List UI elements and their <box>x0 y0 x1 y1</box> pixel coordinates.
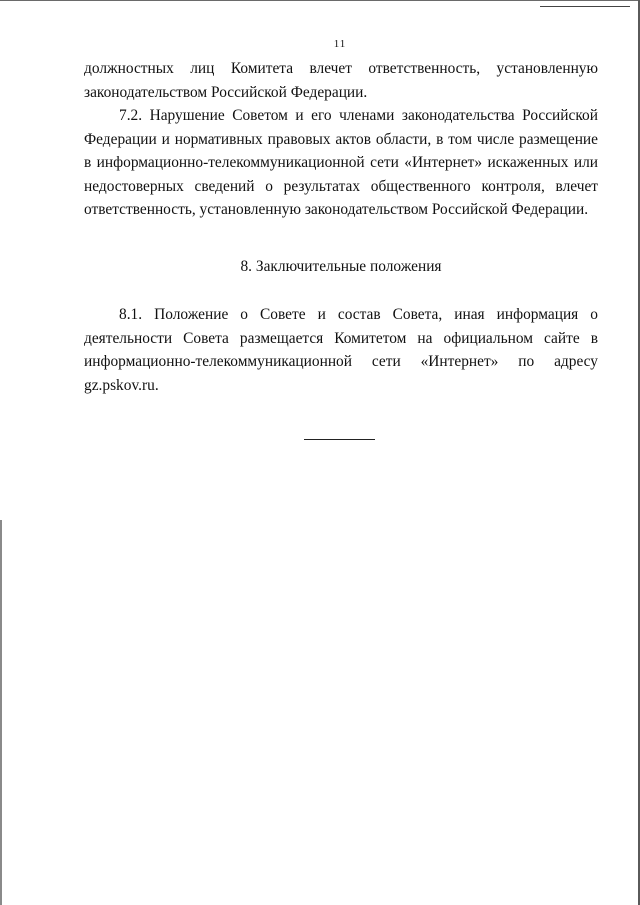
paragraph-continuation: должностных лиц Комитета влечет ответственность, установленную законодательством Российской Федерации. <box>84 60 598 101</box>
section-8-heading: 8. Заключительные положения <box>240 257 442 275</box>
paragraph-8-1: 8.1. Положение о Совете и состав Совета, иная информация о деятельности Совета размещается Комитетом на официальном сайте в информационно-телекоммуникационной сети «Интернет» по адресу gz.pskov.ru. <box>84 306 598 394</box>
document-body <box>84 57 598 397</box>
scan-edge-corner <box>540 6 630 7</box>
scan-edge-top <box>0 0 640 1</box>
paragraph-7-2: 7.2. Нарушение Советом и его членами законодательства Российской Федерации и нормативных правовых актов области, в том числе размещение в информационно-телекоммуникационной сети «Интернет» искаженных или недостоверных сведений о результатах общественного контроля, влечет ответственность, установленную законодательством Российской Федерации. <box>84 107 598 218</box>
page-number: 11 <box>333 38 347 50</box>
closing-divider <box>304 439 375 440</box>
scan-edge-left <box>0 520 2 905</box>
